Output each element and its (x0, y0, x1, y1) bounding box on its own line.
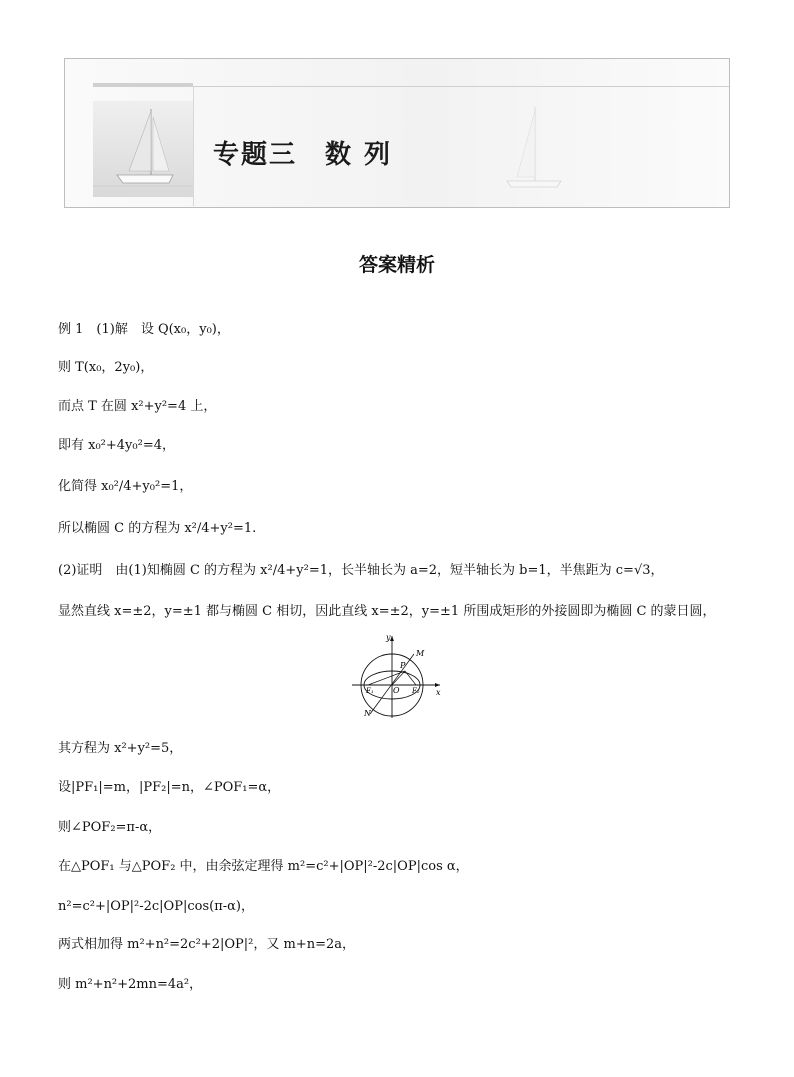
focus-f2-label: F₂ (412, 687, 420, 695)
text-line: 而点 T 在圆 x²+y²=4 上， (58, 399, 217, 414)
text-line: 则 m²+n²+2mn=4a²， (58, 977, 203, 992)
point-m-label: M (416, 649, 425, 658)
text-line: 其方程为 x²+y²=5， (58, 741, 183, 756)
segment-pf2 (405, 671, 416, 685)
segment-pf1 (368, 671, 405, 685)
text-line: 化简得 x₀²/4+y₀²=1， (58, 479, 193, 494)
text-line: 所以椭圆 C 的方程为 x²/4+y²=1. (58, 521, 257, 536)
y-axis-arrow-icon (390, 636, 394, 641)
sailboat-icon (93, 101, 193, 197)
banner-title: 专题三 数 列 (213, 140, 393, 170)
header-banner (64, 58, 730, 208)
text-line: 两式相加得 m²+n²=2c²+2|OP|²，又 m+n=2a， (58, 937, 355, 952)
x-axis-arrow-icon (435, 683, 440, 687)
focus-f1-label: F₁ (366, 687, 374, 695)
page-heading: 答案精析 (358, 254, 435, 276)
text-line: 则 T(x₀，2y₀)， (58, 360, 154, 375)
sailboat-photo (93, 101, 193, 197)
point-n-label: N (364, 709, 371, 718)
text-line: 在△POF₁ 与△POF₂ 中，由余弦定理得 m²=c²+|OP|²-2c|OP|cos α， (58, 859, 469, 874)
text-line: 则∠POF₂=π-α， (58, 820, 162, 835)
faded-sailboat-icon (495, 99, 575, 199)
text-line: 设|PF₁|=m，|PF₂|=n，∠POF₁=α， (58, 780, 281, 795)
text-line: n²=c²+|OP|²-2c|OP|cos(π-α)， (58, 899, 254, 914)
x-label: x (436, 688, 441, 697)
text-line: (2)证明 由(1)知椭圆 C 的方程为 x²/4+y²=1，长半轴长为 a=2，短半轴长为 b=1，半焦距为 c=√3， (58, 563, 664, 578)
point-p-label: P (400, 661, 406, 670)
origin-label: O (393, 686, 400, 695)
text-line: 显然直线 x=±2，y=±1 都与椭圆 C 相切，因此直线 x=±2，y=±1 所围成矩形的外接圆即为椭圆 C 的蒙日圆， (58, 604, 716, 619)
ellipse-figure (350, 632, 446, 724)
banner-accent-bar (93, 83, 193, 87)
text-line: 例 1 (1)解 设 Q(x₀，y₀)， (58, 322, 230, 337)
y-label: y (386, 633, 391, 642)
text-line: 即有 x₀²+4y₀²=4， (58, 438, 175, 453)
